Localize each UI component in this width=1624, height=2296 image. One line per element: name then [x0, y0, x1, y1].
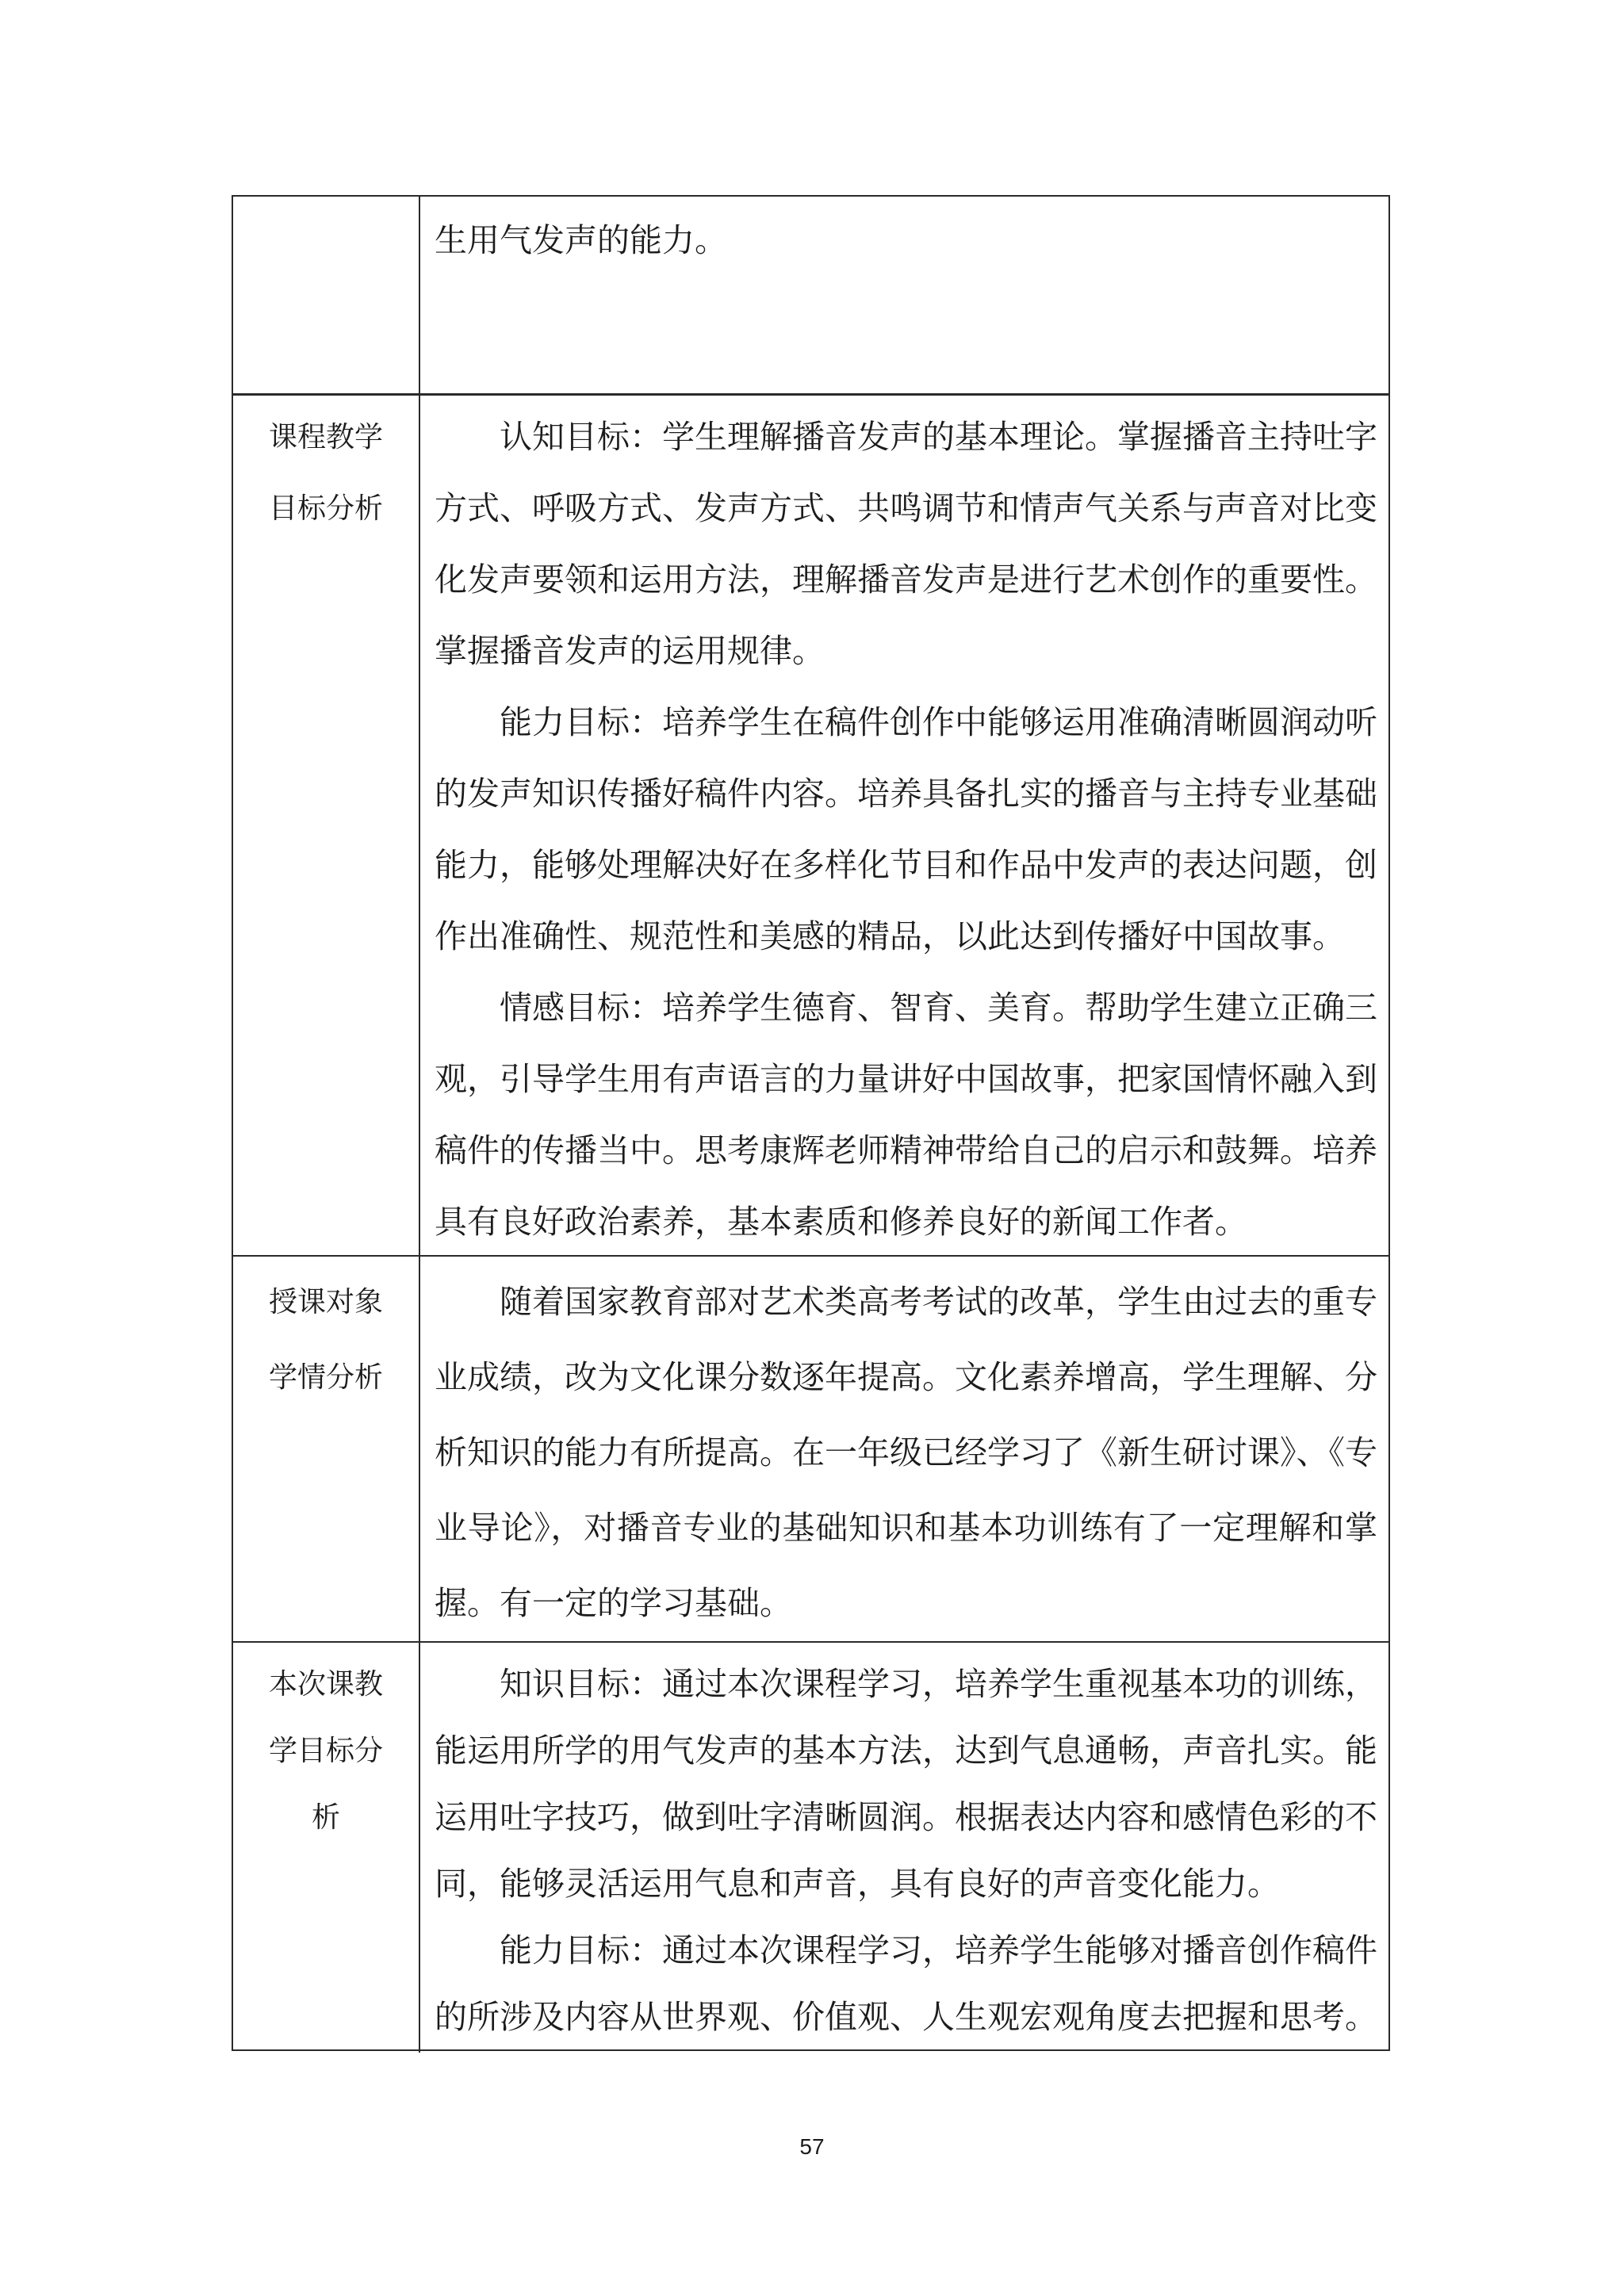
table-row-student-analysis	[233, 1257, 1388, 1643]
table-row-lesson-objectives	[233, 1643, 1388, 2053]
paragraph-affective-objective: 情感目标：培养学生德育、智育、美育。帮助学生建立正确三观，引导学生用有声语言的力量讲好中国故事，把家国情怀融入到稿件的传播当中。思考康辉老师精神带给自己的启示和鼓舞。培养具有良好政治素养，基本素质和修养良好的新闻工作者。	[435, 989, 1377, 1240]
paragraph-student-analysis: 随着国家教育部对艺术类高考考试的改革，学生由过去的重专业成绩，改为文化课分数逐年提高。文化素养增高，学生理解、分析知识的能力有所提高。在一年级已经学习了《新生研讨课》、《专业导论》，对播音专业的基础知识和基本功训练有了一定理解和掌握。有一定的学习基础。	[435, 1284, 1377, 1621]
row-label-lesson-objectives: 本次课教学目标分析	[233, 1643, 420, 2053]
row-label-student-analysis: 授课对象学情分析	[233, 1257, 420, 1641]
paragraph: 生用气发声的能力。	[435, 222, 727, 258]
row-label-course-objectives: 课程教学目标分析	[233, 396, 420, 1255]
paragraph-ability-objective: 能力目标：通过本次课程学习，培养学生能够对播音创作稿件的所涉及内容从世界观、价值观、人生观宏观角度去把握和思考。	[435, 1932, 1377, 2035]
lesson-plan-table	[232, 195, 1390, 2051]
table-row-course-objectives	[233, 396, 1388, 1257]
table-row-continuation	[233, 197, 1388, 396]
row-content	[420, 396, 1388, 1255]
page-number: 57	[799, 2134, 825, 2159]
paragraph-cognitive-objective: 认知目标：学生理解播音发声的基本理论。掌握播音主持吐字方式、呼吸方式、发声方式、共鸣调节和情声气关系与声音对比变化发声要领和运用方法，理解播音发声是进行艺术创作的重要性。掌握播音发声的运用规律。	[435, 419, 1377, 669]
paragraph-knowledge-objective: 知识目标：通过本次课程学习，培养学生重视基本功的训练，能运用所学的用气发声的基本方法，达到气息通畅，声音扎实。能运用吐字技巧，做到吐字清晰圆润。根据表达内容和感情色彩的不同，能够灵活运用气息和声音，具有良好的声音变化能力。	[435, 1666, 1377, 1902]
row-content	[420, 1643, 1388, 2053]
row-content	[420, 197, 1388, 393]
row-label-empty	[233, 197, 420, 393]
paragraph-ability-objective: 能力目标：培养学生在稿件创作中能够运用准确清晰圆润动听的发声知识传播好稿件内容。培养具备扎实的播音与主持专业基础能力，能够处理解决好在多样化节目和作品中发声的表达问题，创作出准确性、规范性和美感的精品，以此达到传播好中国故事。	[435, 704, 1377, 955]
row-content	[420, 1257, 1388, 1641]
